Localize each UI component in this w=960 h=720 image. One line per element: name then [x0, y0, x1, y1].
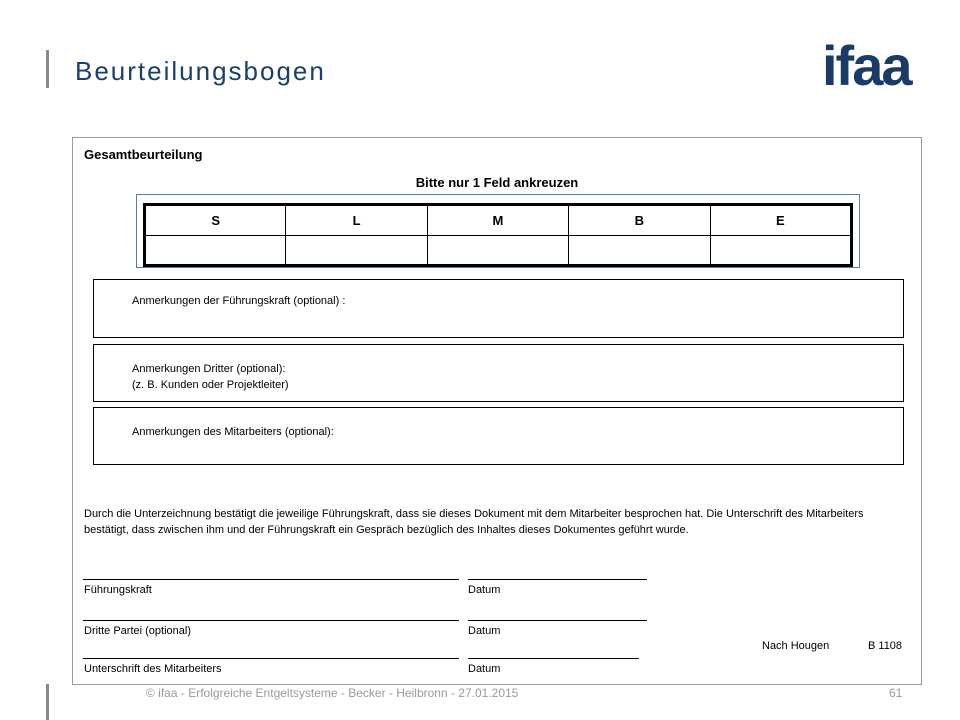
rating-table — [143, 203, 853, 267]
date-line-manager[interactable] — [468, 579, 647, 580]
date-line-employee[interactable] — [468, 658, 639, 659]
signature-label-employee: Unterschrift des Mitarbeiters — [84, 663, 222, 675]
manager-notes-label: Anmerkungen der Führungskraft (optional) : — [132, 295, 346, 307]
confirmation-text: Durch die Unterzeichnung bestätigt die jeweilige Führungskraft, dass sie dieses Dokument mit dem Mitarbeiter besprochen hat. Die Unterschrift des Mitarbeiters bestätigt, dass zwischen ihm und der Führungskraft ein Gespräch bezüglich des Inhaltes dieses Dokumentes geführt wurde. — [84, 508, 864, 536]
date-line-third-party[interactable] — [468, 620, 647, 621]
date-label-manager: Datum — [468, 584, 501, 596]
rating-header-s: S — [145, 205, 286, 236]
rating-header-b: B — [569, 205, 710, 236]
rating-cell-b[interactable] — [569, 236, 710, 266]
signature-line-manager[interactable] — [83, 579, 459, 580]
instruction-text: Bitte nur 1 Feld ankreuzen — [415, 175, 579, 190]
page-title: Beurteilungsbogen — [75, 56, 326, 86]
footer-text: © ifaa - Erfolgreiche Entgeltsysteme - Becker - Heilbronn - 27.01.2015 — [146, 686, 519, 700]
third-party-notes-label: Anmerkungen Dritter (optional): — [132, 363, 286, 375]
accent-bar-bottom — [46, 684, 49, 720]
rating-header-e: E — [710, 205, 851, 236]
manager-notes-box[interactable] — [93, 279, 904, 338]
signature-label-third-party: Dritte Partei (optional) — [84, 625, 191, 637]
employee-notes-box[interactable] — [93, 407, 904, 465]
rating-header-row — [145, 205, 852, 236]
signature-label-manager: Führungskraft — [84, 584, 152, 596]
ifaa-logo: ifaa — [822, 34, 911, 97]
signature-line-employee[interactable] — [83, 658, 459, 659]
credit-code: B 1108 — [868, 640, 903, 652]
rating-cell-s[interactable] — [145, 236, 286, 266]
employee-notes-label: Anmerkungen des Mitarbeiters (optional): — [132, 426, 334, 438]
rating-checkbox-row — [145, 236, 852, 266]
rating-cell-e[interactable] — [710, 236, 851, 266]
third-party-notes-hint: (z. B. Kunden oder Projektleiter) — [132, 379, 289, 391]
credit-source: Nach Hougen — [762, 640, 830, 652]
rating-header-m: M — [427, 205, 568, 236]
page-number: 61 — [889, 686, 903, 700]
rating-header-l: L — [286, 205, 427, 236]
date-label-third-party: Datum — [468, 625, 501, 637]
date-label-employee: Datum — [468, 663, 501, 675]
rating-cell-l[interactable] — [286, 236, 427, 266]
signature-line-third-party[interactable] — [83, 620, 459, 621]
section-heading: Gesamtbeurteilung — [84, 147, 203, 162]
rating-cell-m[interactable] — [427, 236, 568, 266]
accent-bar-top — [46, 50, 49, 88]
third-party-notes-box[interactable] — [93, 344, 904, 402]
